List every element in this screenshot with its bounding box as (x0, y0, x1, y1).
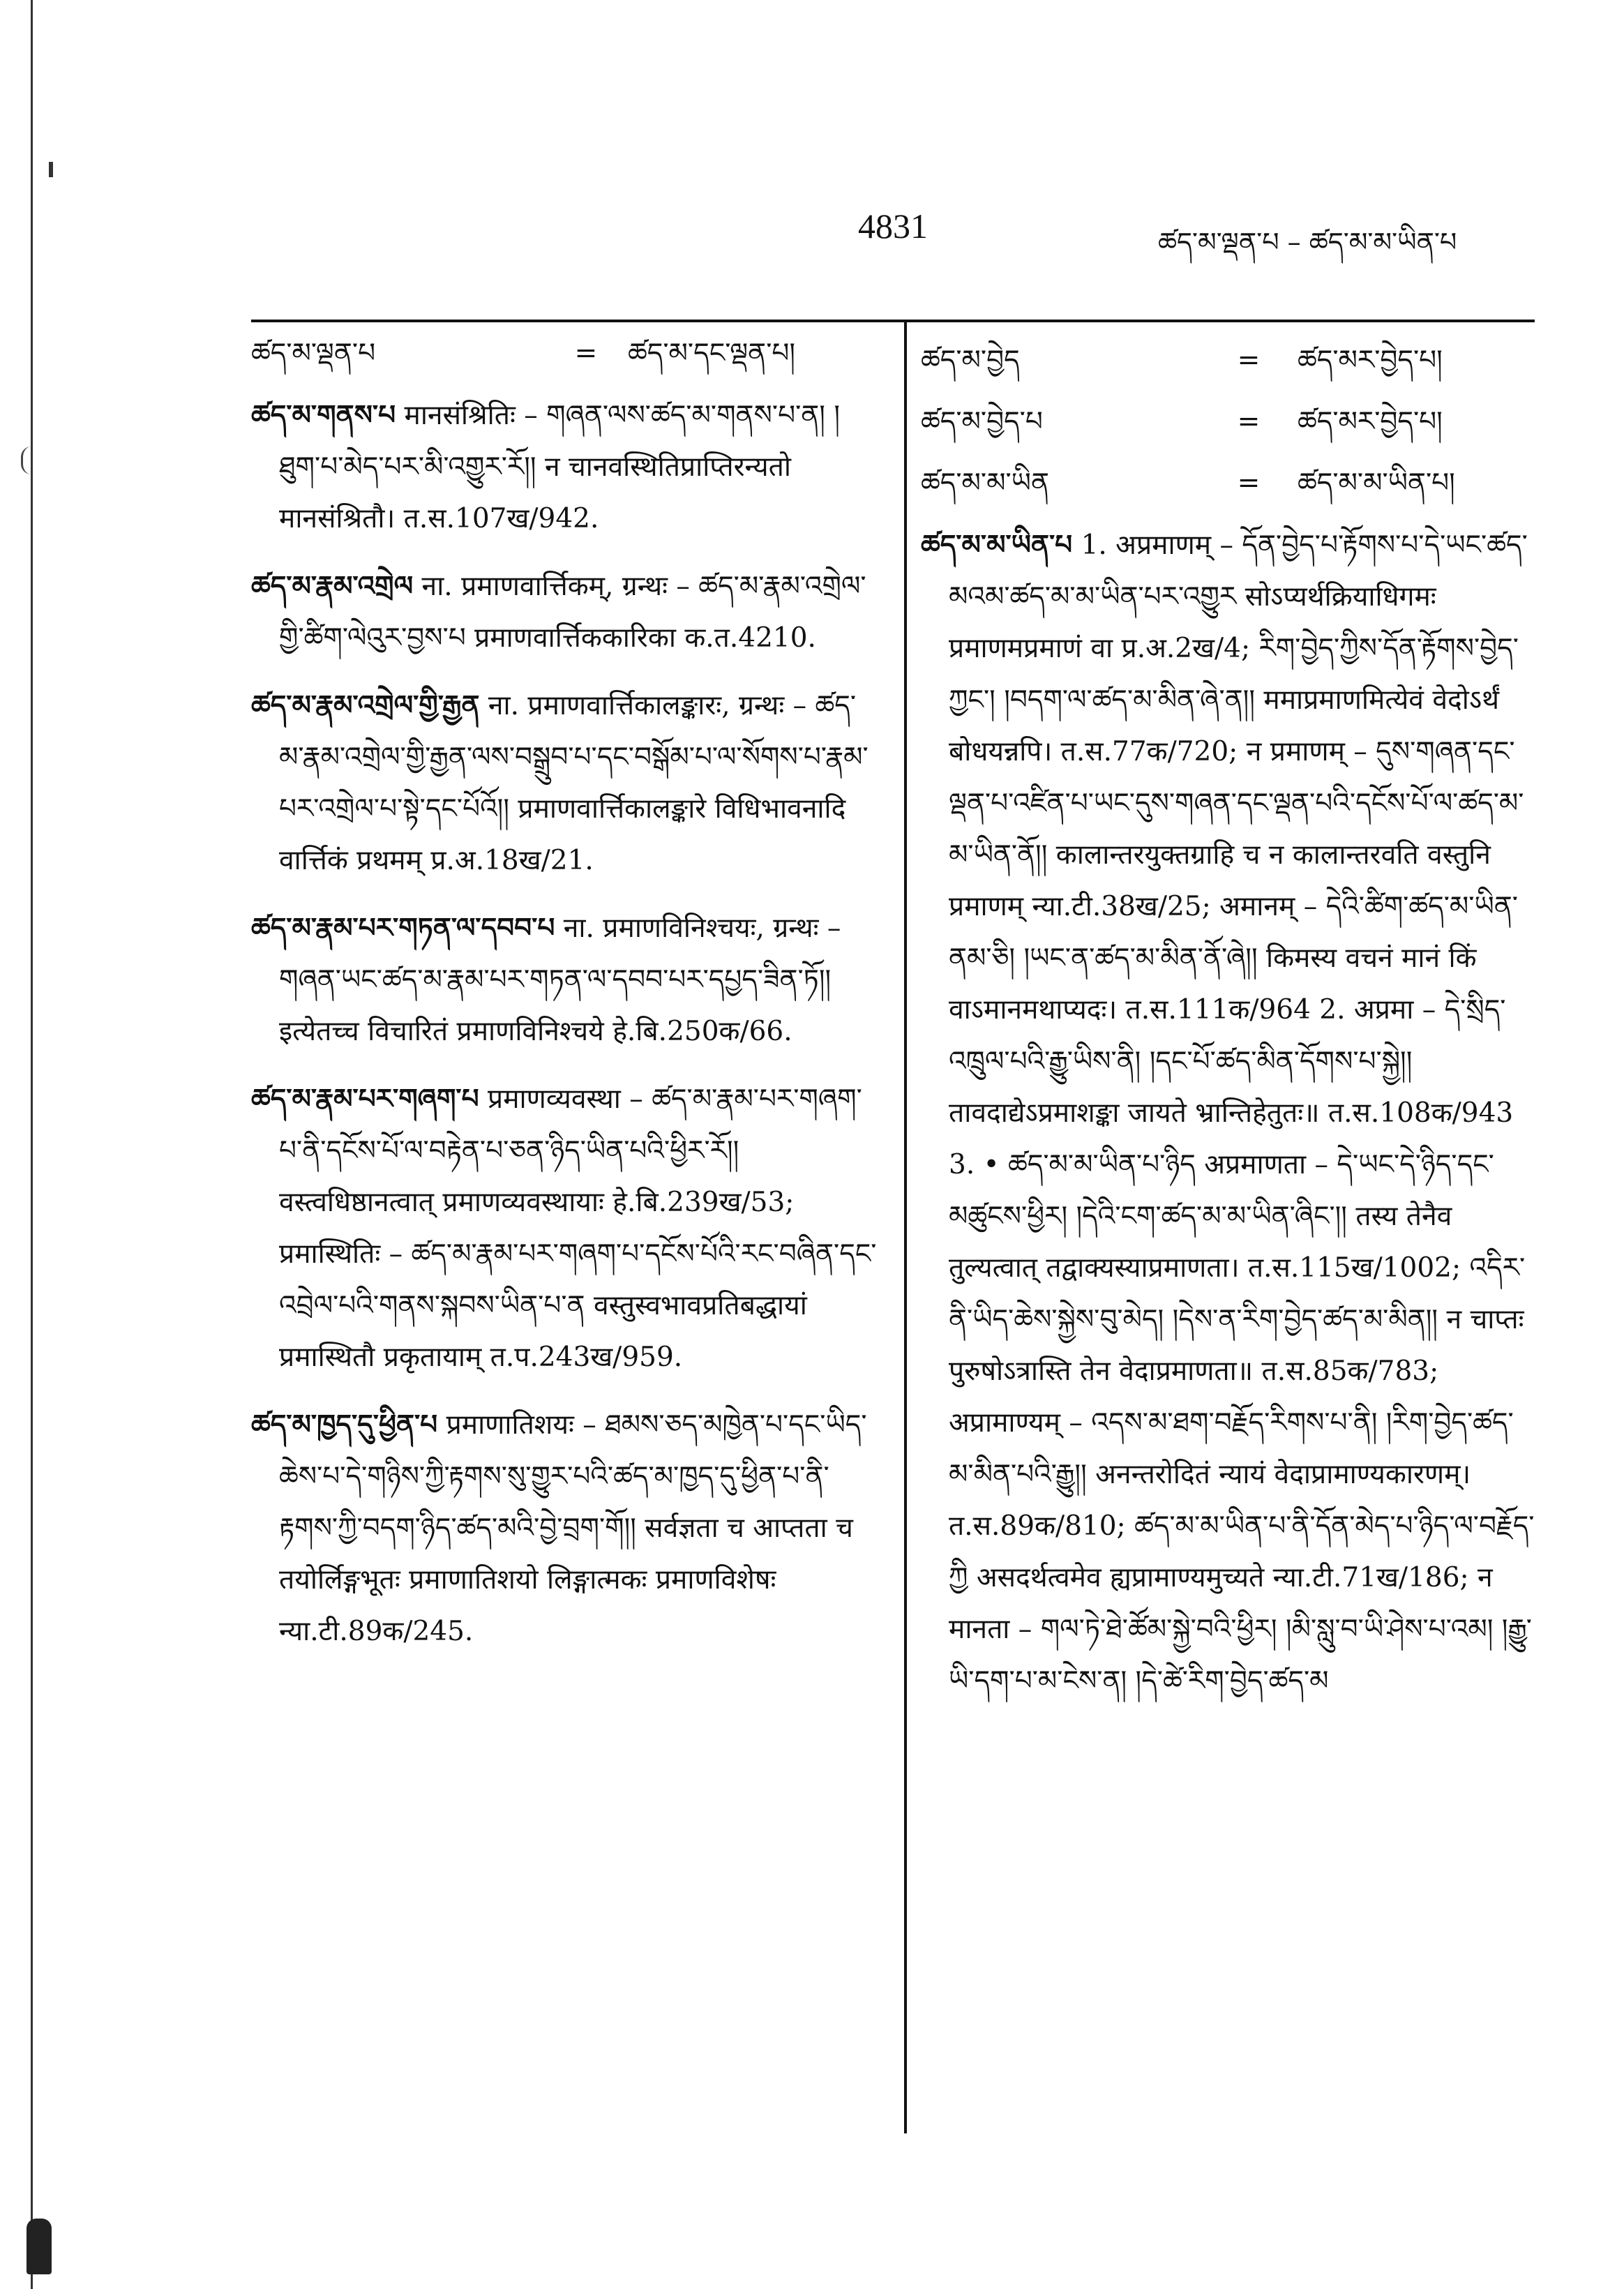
entry-body: ना. प्रमाणविनिश्चयः, ग्रन्थः – གཞན་ཡང་ཚད་མ་རྣམ་པར་གཏན་ལ་དབབ་པར་དཔྱད་ཟིན་ཏོ།། इत्येतच्च विचारितं प्रमाणविनिश्चये हे.बि.250क/66. (279, 913, 841, 1047)
dictionary-entry (251, 560, 879, 664)
headword: ཚད་མ་ལྡན་པ (251, 338, 376, 369)
scan-mark (49, 162, 53, 177)
cross-reference-entry (251, 328, 879, 389)
dictionary-entry (251, 1399, 879, 1658)
scan-edge-line (31, 0, 33, 2289)
entry-body: ना. प्रमाणवार्त्तिकालङ्कारः, ग्रन्थः – ཚད་མ་རྣམ་འགྲེལ་གྱི་རྒྱན་ལས་བསྒྲུབ་པ་དང་བསྒོམ་པ་ལ་སོགས་པ་རྣམ་པར་འགྲེལ་པ་སྟེ་དང་པོའོ།། प्रमाणवार्त्तिकालङ्कारे विधिभावनादि वार्त्तिकं प्रथमम् प्र.अ.18ख/21. (279, 690, 869, 876)
page-number: 4831 (858, 207, 928, 246)
headword: ཚད་མ་གནས་པ (251, 399, 396, 431)
headword: ཚད་མ་རྣམ་འགྲེལ་གྱི་རྒྱན (251, 689, 480, 721)
equals-sign: = (1237, 467, 1261, 499)
dictionary-entry (251, 902, 879, 1058)
running-head: ཚད་མ་ལྡན་པ – ཚད་མ་མ་ཡིན་པ (1158, 227, 1457, 257)
headword: ཚད་མ་བྱེད་པ (921, 406, 1043, 437)
dictionary-entry (251, 680, 879, 887)
reference-target: ཚད་མ་མ་ཡིན་པ། (1298, 467, 1455, 499)
headword: ཚད་མ་རྣམ་པར་གཞག་པ (251, 1083, 479, 1115)
left-column (251, 328, 879, 1673)
equals-sign: = (1237, 345, 1261, 376)
cross-reference-entry (921, 396, 1535, 458)
entry-body: ना. प्रमाणवार्त्तिकम्, ग्रन्थः – ཚད་མ་རྣམ་འགྲེལ་གྱི་ཚིག་ལེའུར་བྱས་པ प्रमाणवार्त्तिककारिका क.त.4210. (279, 571, 866, 654)
dictionary-entry (251, 389, 879, 545)
headword: ཚད་མ་རྣམ་པར་གཏན་ལ་དབབ་པ (251, 912, 555, 944)
reference-target: ཚད་མར་བྱེད་པ། (1298, 406, 1443, 437)
reference-target: ཚད་མ་དང་ལྡན་པ། (628, 338, 796, 369)
entry-body: मानसंश्रितिः – གཞན་ལས་ཚད་མ་གནས་པ་ན། །ཐུག་པ་མེད་པར་མི་འགྱུར་རོ།། न चानवस्थितिप्राप्तिरन्यतो मानसंश्रितौ। त.स.107ख/942. (279, 400, 840, 534)
dictionary-entry (251, 1073, 879, 1383)
dictionary-entry (921, 519, 1535, 1707)
entry-body: 1. अप्रमाणम् – དོན་བྱེད་པ་རྟོགས་པ་དེ་ཡང་ཚད་མའམ་ཚད་མ་མ་ཡིན་པར་འགྱུར सोऽप्यर्थक्रियाधिगमः प्रमाणमप्रमाणं वा प्र.अ.2ख/4; རིག་བྱེད་ཀྱིས་དོན་རྟོགས་བྱེད་ཀྱང་། །བདག་ལ་ཚད་མ་མིན་ཞེ་ན།། ममाप्रमाणमित्येवं वेदोऽर्थं बोधयन्नपि। त.स.77क/720; न प्रमाणम् – དུས་གཞན་དང་ལྡན་པ་འཛིན་པ་ཡང་དུས་གཞན་དང་ལྡན་པའི་དངོས་པོ་ལ་ཚད་མ་མ་ཡིན་ནོ།། कालान्तरयुक्तग्राहि च न कालान्तरवति वस्तुनि प्रमाणम् न्या.टी.38ख/25; अमानम् – དེའི་ཚིག་ཚད་མ་ཡིན་ནམ་ཅི། །ཡང་ན་ཚད་མ་མིན་ནོ་ཞེ།། किमस्य वचनं मानं किं वाऽमानमथाप्यदः। त.स.111क/964 2. अप्रमा – དེ་སྲིད་འཁྲུལ་པའི་རྒྱུ་ཡིས་ནི། །དང་པོ་ཚད་མིན་དོགས་པ་སྐྱེ།། तावदाद्येऽप्रमाशङ्का जायते भ्रान्तिहेतुतः॥ त.स.108क/943 3. • ཚད་མ་མ་ཡིན་པ་ཉིད अप्रमाणता – དེ་ཡང་དེ་ཉིད་དང་མཚུངས་ཕྱིར། །དེའི་ངག་ཚད་མ་མ་ཡིན་ཞིང་།། तस्य तेनैव तुल्यत्वात् तद्वाक्यस्याप्रमाणता। त.स.115ख/1002; འདིར་ནི་ཡིད་ཆེས་སྐྱེས་བུ་མེད། །དེས་ན་རིག་བྱེད་ཚད་མ་མིན།། न चाप्तः पुरुषोऽत्रास्ति तेन वेदाप्रमाणता॥ त.स.85क/783; अप्रामाण्यम् – འདས་མ་ཐག་བརྗོད་རིགས་པ་ནི། །རིག་བྱེད་ཚད་མ་མིན་པའི་རྒྱུ།། अनन्तरोदितं न्यायं वेदाप्रामाण्यकारणम्। त.स.89क/810; ཚད་མ་མ་ཡིན་པ་ནི་དོན་མེད་པ་ཉིད་ལ་བརྗོད་ཀྱི असदर्थत्वमेव ह्यप्रामाण्यमुच्यते न्या.टी.71ख/186; न मानता – གལ་ཏེ་ཐེ་ཚོམ་སྐྱེ་བའི་ཕྱིར། །མི་སླུ་བ་ཡི་ཤེས་པ་འམ། །རྒྱུ་ཡི་དག་པ་མ་ངེས་ན། །དེ་ཚེ་རིག་བྱེད་ཚད་མ (949, 530, 1535, 1697)
scan-blot (27, 2219, 52, 2274)
equals-sign: = (1237, 406, 1261, 437)
headword: ཚད་མ་ཁྱད་དུ་ཕྱིན་པ (251, 1409, 438, 1441)
right-column (921, 335, 1535, 1723)
reference-target: ཚད་མར་བྱེད་པ། (1298, 345, 1443, 376)
equals-sign: = (574, 338, 598, 369)
headword: ཚད་མ་མ་ཡིན (921, 467, 1049, 499)
header-rule (251, 320, 1535, 322)
headword: ཚད་མ་མ་ཡིན་པ (921, 529, 1073, 561)
cross-reference-entry (921, 335, 1535, 396)
headword: ཚད་མ་བྱེད (921, 345, 1020, 376)
entry-body: प्रमाणातिशयः – ཐམས་ཅད་མཁྱེན་པ་དང་ཡིད་ཆེས་པ་དེ་གཉིས་ཀྱི་རྟགས་སུ་གྱུར་པའི་ཚད་མ་ཁྱད་དུ་ཕྱིན་པ་ནི་རྟགས་ཀྱི་བདག་ཉིད་ཚད་མའི་བྱེ་བྲག་གོ།། सर्वज्ञता च आप्तता च तयोर्लिङ्गभूतः प्रमाणातिशयो लिङ्गात्मकः प्रमाणविशेषः न्या.टी.89क/245. (279, 1409, 867, 1647)
column-divider (904, 320, 907, 2133)
headword: ཚད་མ་རྣམ་འགྲེལ (251, 570, 414, 602)
scan-notch (21, 446, 31, 474)
cross-reference-entry (921, 458, 1535, 519)
entry-body: प्रमाणव्यवस्था – ཚད་མ་རྣམ་པར་གཞག་པ་ནི་དངོས་པོ་ལ་བརྟེན་པ་ཅན་ཉིད་ཡིན་པའི་ཕྱིར་རོ།། वस्त्वधिष्ठानत्वात् प्रमाणव्यवस्थायाः हे.बि.239ख/53; प्रमास्थितिः – ཚད་མ་རྣམ་པར་གཞག་པ་དངོས་པོའི་རང་བཞིན་དང་འབྲེལ་པའི་གནས་སྐབས་ཡིན་པ་ན वस्तुस्वभावप्रतिबद्धायां प्रमास्थितौ प्रकृतायाम् त.प.243ख/959. (279, 1083, 877, 1373)
